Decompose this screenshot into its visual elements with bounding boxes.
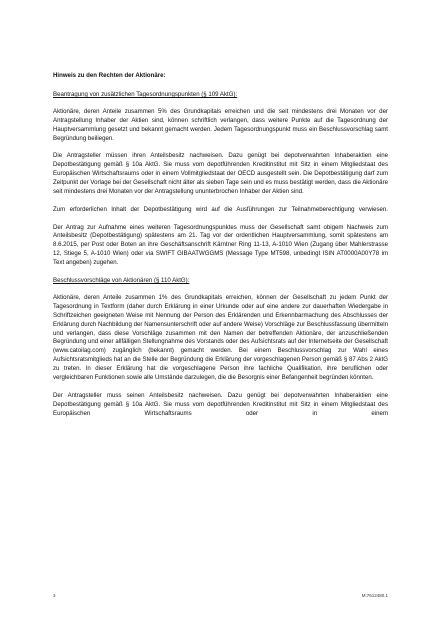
paragraph: Aktionäre, deren Anteile zusammen 5% des Grundkapitals erreichen und die seit mindestens drei Monaten vor der Antragstellung Inhaber der Aktien sind, können schriftlich verlangen, dass weitere Punkte auf die Tagesordnung der Hauptversammlung gesetzt und bekannt gemacht werden. Jedem Tagesordnungspunkt muss ein Beschlussvorschlag samt Begründung beiliegen. [53, 107, 388, 142]
section-title-agenda-items: Beantragung von zusätzlichen Tagesordnungspunkten (§ 109 AktG): [53, 90, 238, 98]
paragraph: Der Antrag zur Aufnahme eines weiteren Tagesordnungspunktes muss der Gesellschaft samt obigem Nachweis zum Anteilsbesitz (Depotbestätigung) spätestens am 21. Tag vor der ordentlichen Hauptversammlung, somit spätestens am 8.6.2015, per Post oder Boten an ihre Geschäftsanschrift Kärntner Ring 11-13, A-1010 Wien (Zugang über Mahlerstrasse 12, Stiege 5, A-1010 Wien) oder via SWIFT GIBAATWGGMS (Message Type MT598, unbedingt ISIN AT0000A00Y78 im Text angeben) zugehen. [53, 223, 388, 267]
document-reference: M:7612480.1 [361, 593, 388, 598]
paragraph: Der Antragsteller muss seinen Anteilsbesitz nachweisen. Dazu genügt bei depotverwahrten Inhaberaktien eine Depotbestätigung gemäß § 10a AktG. Sie muss vom depotführenden Kreditinstitut mit Sitz in einem Mitgliedstaat des Europäischen Wirtschaftsraums oder in einem [53, 391, 388, 417]
paragraph: Aktionäre, deren Anteile zusammen 1% des Grundkapitals erreichen, können der Gesellschaft zu jedem Punkt der Tagesordnung in Textform (daher durch Erklärung in einer Urkunde oder auf eine andere zur dauerhaften Wiedergabe in Schriftzeichen geeigneten Weise mit Nennung der Person des Erklärenden und Erkennbarmachung des Abschlusses der Erklärung durch Nachbildung der Namensunterschrift oder auf andere Weise) Vorschläge zur Beschlussfassung übermitteln und verlangen, dass diese Vorschläge zusammen mit den Namen der betreffenden Aktionäre, der anzuschließenden Begründung und einer allfälligen Stellungnahme des Vorstands oder des Aufsichtsrats auf der Internetseite der Gesellschaft (www.catoilag.com) zugänglich (bekannt) gemacht werden. Bei einem Beschlussvorschlag zur Wahl eines Aufsichtsratsmitglieds hat an die Stelle der Begründung die Erklärung der vorgeschlagenen Person gemäß § 87 Abs 2 AktG zu treten. In dieser Erklärung hat die vorgeschlagene Person ihre fachliche Qualifikation, ihre beruflichen oder vergleichbaren Funktionen sowie alle Umstände darzulegen, die die Besorgnis einer Befangenheit begründen könnten. [53, 293, 388, 382]
document-heading: Hinweis zu den Rechten der Aktionäre: [53, 72, 166, 79]
page-number: 3 [53, 593, 56, 598]
document-body [53, 72, 388, 427]
paragraph: Zum erforderlichen Inhalt der Depotbestätigung wird auf die Ausführungen zur Teilnahmeberechtigung verwiesen. [53, 205, 388, 213]
paragraph: Die Antragsteller müssen ihren Anteilsbesitz nachweisen. Dazu genügt bei depotverwahrten Inhaberaktien eine Depotbestätigung gemäß § 10a AktG. Sie muss vom depotführenden Kreditinstitut mit Sitz in einem Mitgliedstaat des Europäischen Wirtschaftsraums oder in einem Vollmitgliedstaat der OECD ausgestellt sein. Die Depotbestätigung darf zum Zeitpunkt der Vorlage bei der Gesellschaft nicht älter als sieben Tage sein und es muss bestätigt werden, dass die Aktionäre seit mindestens drei Monaten vor der Antragstellung ununterbrochen Inhaber der Aktien sind. [53, 152, 388, 195]
section-title-proposals: Beschlussvorschläge von Aktionären (§ 110 AktG): [53, 276, 190, 284]
page-footer [53, 593, 388, 599]
